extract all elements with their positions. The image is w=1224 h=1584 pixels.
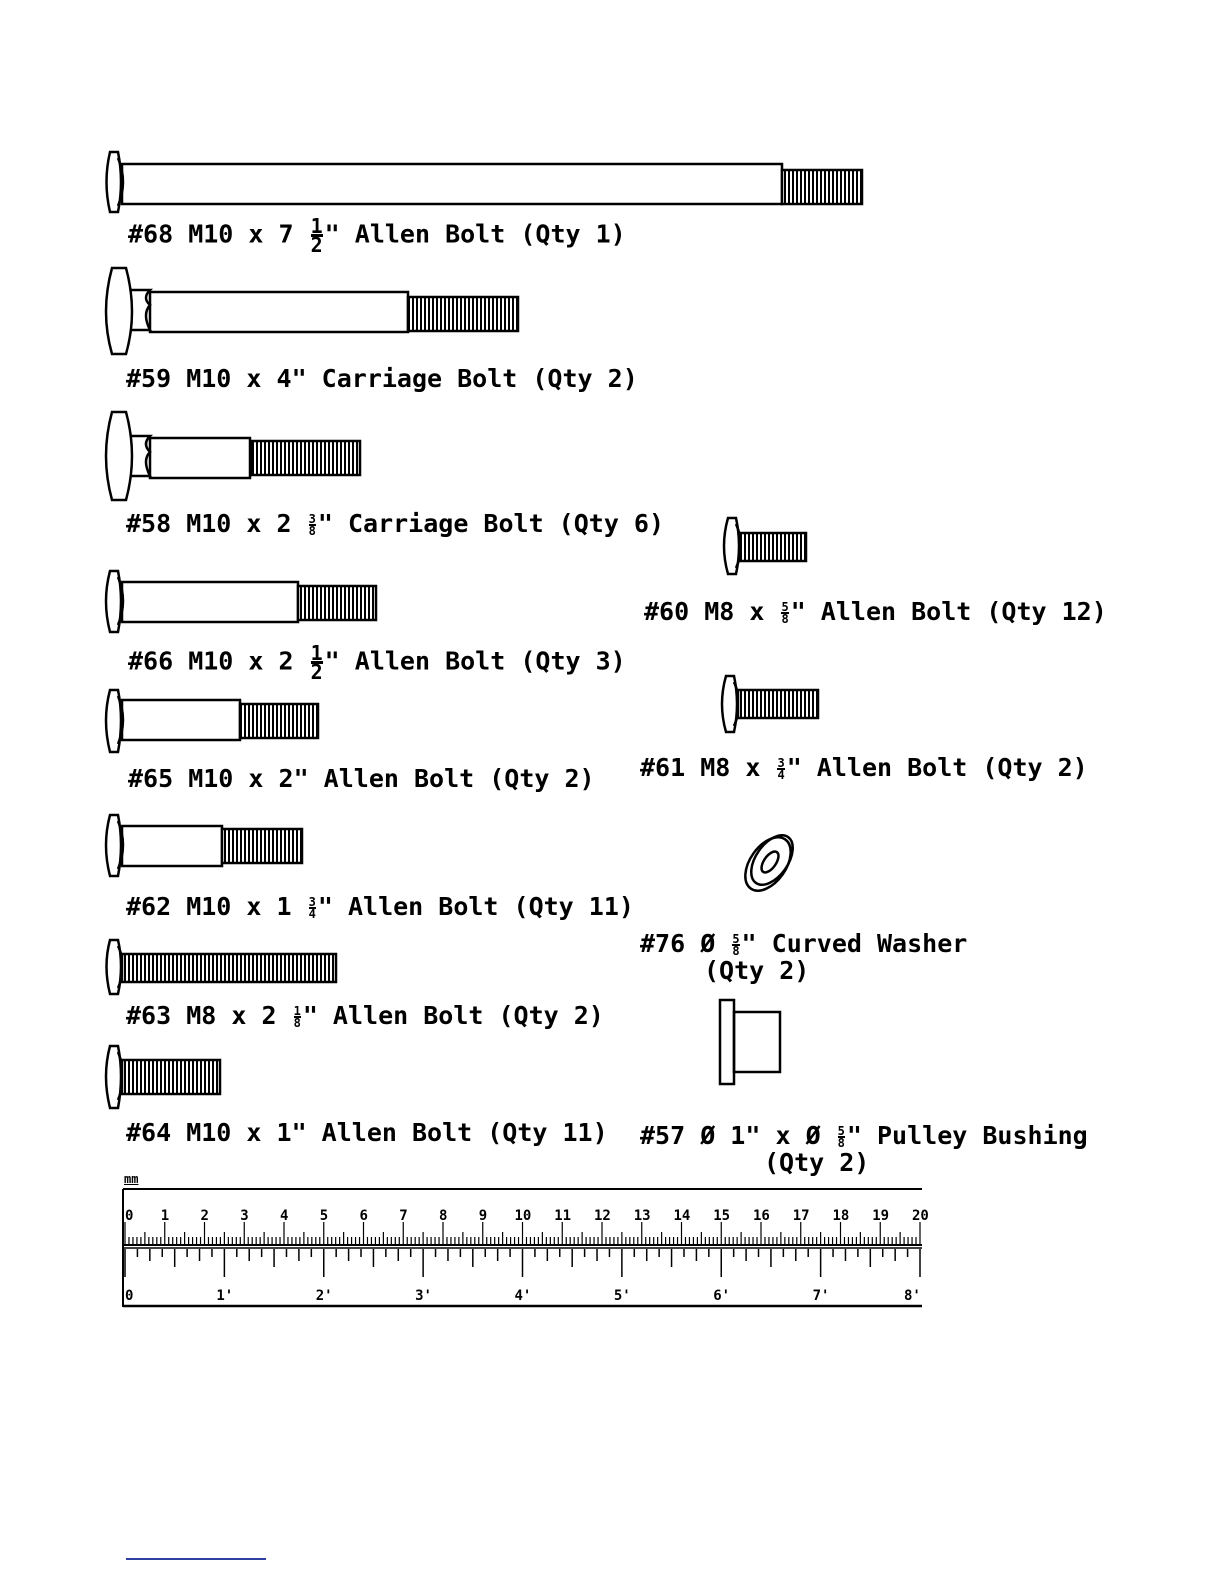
part-label-text: #66 M10 x 2: [128, 646, 309, 676]
inch-tick-label: 8': [904, 1288, 921, 1304]
mm-tick-label: 0: [125, 1208, 134, 1224]
mm-tick-label: 17: [792, 1208, 810, 1224]
fraction: $\frac{3}{4}$: [308, 895, 316, 921]
part-label-text: " Allen Bolt (Qty 12): [790, 597, 1107, 626]
part-label-text: #60 M8 x: [644, 597, 780, 626]
part-label-66: [128, 641, 626, 684]
part-label-text: " Pulley Bushing: [846, 1121, 1088, 1150]
bolt-65-drawing: [106, 690, 318, 752]
inch-ticks: [125, 1249, 920, 1277]
bolt-64-drawing: [106, 1046, 220, 1108]
fraction: $\frac{1}{2}$: [310, 641, 323, 684]
footer-rule: [126, 1558, 266, 1560]
mm-tick-label: 8: [439, 1208, 448, 1224]
mm-ticks: [125, 1222, 920, 1244]
mm-tick-label: 11: [554, 1208, 572, 1224]
mm-tick-label: 18: [832, 1208, 850, 1224]
bolt-60-drawing: [724, 518, 806, 574]
part-label-text: " Allen Bolt (Qty 2): [786, 753, 1088, 782]
mm-tick-label: 13: [633, 1208, 651, 1224]
part-label-text: #65 M10 x 2" Allen Bolt (Qty 2): [128, 764, 595, 793]
part-label-text: #63 M8 x 2: [126, 1001, 292, 1030]
part-label-59: [126, 365, 638, 393]
mm-tick-label: 5: [319, 1208, 329, 1224]
fraction: $\frac{1}{8}$: [293, 1004, 301, 1030]
part-label-text: " Allen Bolt (Qty 2): [302, 1001, 604, 1030]
part-label-text: " Allen Bolt (Qty 3): [324, 646, 626, 676]
part-label-text: #68 M10 x 7: [128, 219, 309, 249]
mm-tick-label: 10: [514, 1208, 532, 1224]
fraction: $\frac{5}{8}$: [837, 1124, 845, 1150]
part-qty-57: (Qty 2): [764, 1148, 870, 1177]
inch-tick-label: 7': [812, 1288, 830, 1304]
part-label-65: [128, 765, 595, 793]
fraction: $\frac{3}{4}$: [777, 756, 785, 782]
part-label-text: #58 M10 x 2: [126, 509, 307, 538]
mm-tick-label: 19: [872, 1208, 890, 1224]
part-label-text: " Allen Bolt (Qty 11): [317, 892, 634, 921]
fraction: $\frac{1}{2}$: [310, 214, 323, 257]
mm-tick-label: 15: [713, 1208, 731, 1224]
inch-tick-label: 0: [125, 1288, 134, 1304]
mm-tick-label: 9: [478, 1208, 488, 1224]
part-label-text: #59 M10 x 4" Carriage Bolt (Qty 2): [126, 364, 638, 393]
washer-76-drawing: [736, 828, 801, 899]
part-label-64: [126, 1119, 608, 1147]
bolt-66-drawing: [106, 571, 376, 632]
bolt-61-drawing: [722, 676, 818, 732]
inch-tick-label: 6': [713, 1288, 731, 1304]
mm-tick-label: 20: [912, 1208, 929, 1224]
mm-tick-label: 12: [594, 1208, 611, 1224]
part-label-text: #61 M8 x: [640, 753, 776, 782]
inch-tick-label: 4': [514, 1288, 532, 1304]
part-label-60: [644, 598, 1107, 626]
part-label-text: #62 M10 x 1: [126, 892, 307, 921]
bolt-63-drawing: [107, 940, 337, 994]
inch-tick-label: 5': [613, 1288, 631, 1304]
fraction: $\frac{5}{8}$: [732, 932, 740, 958]
fraction: $\frac{3}{8}$: [308, 512, 316, 538]
bushing-57-drawing: [720, 1000, 780, 1084]
part-label-63: [126, 1002, 604, 1030]
part-label-text: " Carriage Bolt (Qty 6): [317, 509, 665, 538]
part-label-57: [640, 1122, 1088, 1150]
bolt-62-drawing: [106, 815, 302, 876]
mm-tick-label: 3: [240, 1208, 249, 1224]
part-label-text: #64 M10 x 1" Allen Bolt (Qty 11): [126, 1118, 608, 1147]
inch-tick-label: 2': [315, 1288, 333, 1304]
part-label-text: #76 Ø: [640, 929, 731, 958]
ruler-unit-label: mm: [124, 1172, 139, 1186]
mm-tick-label: 2: [200, 1208, 209, 1224]
part-qty-76: (Qty 2): [704, 956, 810, 985]
part-label-68: [128, 214, 626, 257]
mm-tick-label: 1: [160, 1208, 170, 1224]
part-label-58: [126, 510, 664, 538]
part-label-text: " Allen Bolt (Qty 1): [324, 219, 626, 249]
bolt-59-drawing: [106, 268, 518, 354]
mm-tick-label: 4: [280, 1208, 289, 1224]
mm-tick-label: 6: [359, 1208, 368, 1224]
mm-tick-label: 16: [753, 1208, 770, 1224]
bolt-68-drawing: [107, 152, 863, 212]
part-label-62: [126, 893, 634, 921]
part-label-text: " Curved Washer: [741, 929, 968, 958]
part-label-76: [640, 930, 967, 958]
part-label-text: #57 Ø 1" x Ø: [640, 1121, 836, 1150]
inch-tick-label: 1': [216, 1288, 234, 1304]
part-label-61: [640, 754, 1088, 782]
mm-tick-label: 7: [399, 1208, 408, 1224]
fraction: $\frac{5}{8}$: [781, 600, 789, 626]
bolt-58-drawing: [106, 412, 360, 500]
mm-tick-label: 14: [673, 1208, 691, 1224]
inch-tick-label: 3': [415, 1288, 432, 1304]
